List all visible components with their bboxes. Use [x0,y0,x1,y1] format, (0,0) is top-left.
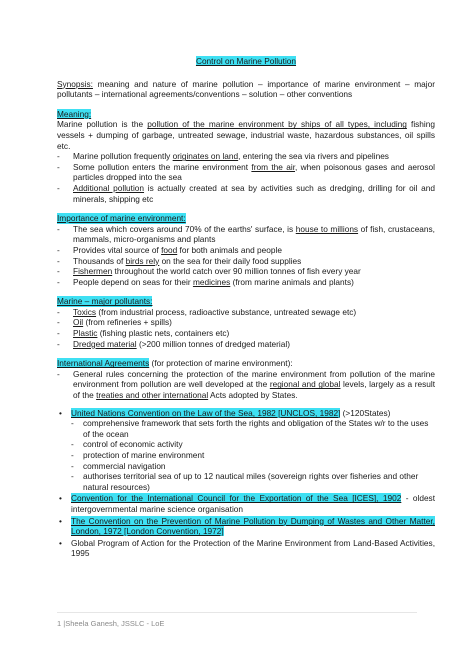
footer-divider [57,612,417,613]
importance-section [57,213,435,287]
list-item: - General rules concerning the protection of the marine environment from pollution of the marine environment from pollution are well developed at the regional and global levels, largely as a result of the treaties and other international Acts adopted by States. [57,368,435,401]
list-item: - Plastic (fishing plastic nets, containers etc) [57,328,230,339]
list-item: - Dredged material (>200 million tonnes of dredged material) [57,338,290,349]
synopsis: Synopsis: meaning and nature of marine pollution – importance of marine environment – major pollutants – international agreements/conventions – solution – other conventions [57,78,435,100]
agreements-heading: International Agreements [57,358,150,369]
page-footer: 1 |Sheela Ganesh, JSSLC - LoE [57,619,165,628]
list-item: - Oil (from refineries + spills) [57,317,172,328]
pollutants-section [57,296,435,349]
meaning-section [57,109,435,204]
list-item: - Marine pollution frequently originates on land, entering the sea via rivers and pipelines [57,151,389,162]
list-item: • Global Program of Action for the Protection of the Marine Environment from Land-Based Activities, 1995 [59,537,435,559]
list-item: - protection of marine environment [71,450,205,460]
meaning-paragraph: Marine pollution is the pollution of the marine environment by ships of all types, including fishing vessels + dumping of garbage, untreated sewage, industrial waste, hazardous substances, oil spills etc. [57,119,435,151]
synopsis-label: Synopsis: [57,78,93,89]
meaning-heading: Meaning: [57,108,92,119]
list-item: - Fishermen throughout the world catch over 90 million tonnes of fish every year [57,266,361,277]
list-item: - Toxics (from industrial process, radioactive substance, untreated sewage etc) [57,306,357,317]
list-item: - The sea which covers around 70% of the earths' surface, is house to millions of fish, crustaceans, mammals, micro-organisms and plants [57,223,435,245]
list-item: - comprehensive framework that sets forth the rights and obligation of the States w/r to the uses of the ocean [71,418,429,439]
list-item: - commercial navigation [71,460,166,471]
list-item: - Some pollution enters the marine environment from the air, when poisonous gases and aerosol particles dropped into the sea [57,161,435,183]
list-item: • Convention for the International Council for the Exportation of the Sea [ICES], 1902 - oldest intergovernmental marine science organisation [59,493,436,514]
list-item: • The Convention on the Prevention of Marine Pollution by Dumping of Wastes and Other Matter, London, 1972 [London Convention, 1972] [59,515,435,537]
pollutants-heading: Marine – major pollutants: [57,296,153,307]
agreements-section [57,358,435,559]
list-item: - authorises territorial sea of up to 12 nautical miles (sovereign rights over fisheries and other natural resources) [71,471,419,492]
list-item: • United Nations Convention on the Law of the Sea, 1982 [UNCLOS, 1982] (>120States) [59,407,391,418]
list-item: - Provides vital source of food for both animals and people [57,244,282,255]
document-body [57,56,435,559]
list-item: - Thousands of birds rely on the sea for their daily food supplies [57,255,302,266]
list-item: - control of economic activity [71,439,183,450]
list-item: - Additional pollution is actually created at sea by activities such as dredging, drilling for oil and minerals, shipping etc [57,182,436,204]
importance-heading: Importance of marine environment: [57,213,186,224]
page-title: Control on Marine Pollution [195,56,297,66]
agreements-heading-line: International Agreements (for protection of marine environment): [57,358,293,369]
list-item: - People depend on seas for their medicines (from marine animals and plants) [57,276,354,287]
